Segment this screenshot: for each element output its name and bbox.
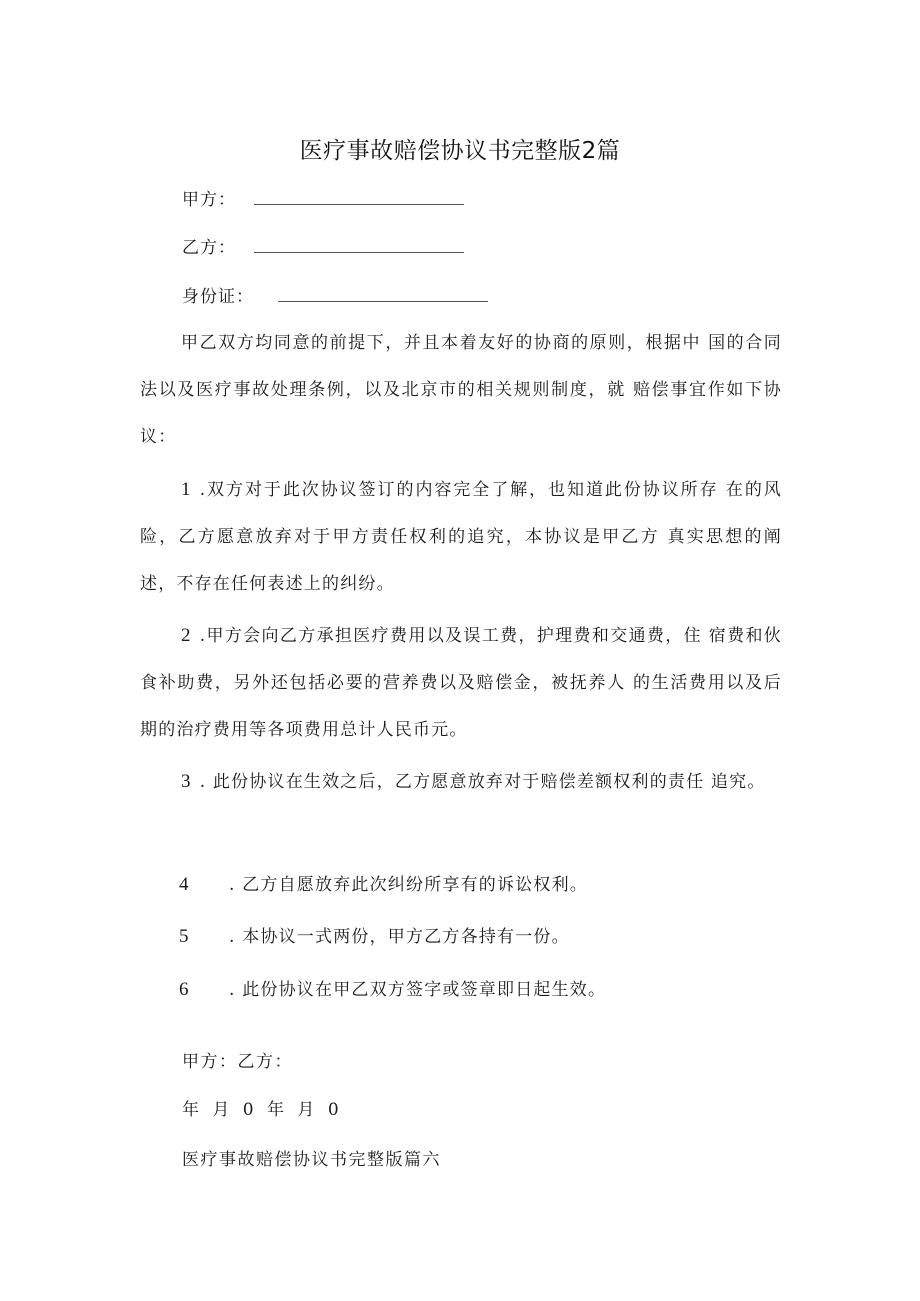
clause-1 (140, 466, 782, 608)
clause-4 (179, 873, 588, 897)
clause-number: 4 (179, 874, 190, 895)
party-b-blank (254, 238, 464, 253)
id-card-label: 身份证： (182, 287, 254, 307)
document-title: 医疗事故赔偿协议书完整版2篇 (299, 138, 621, 164)
next-section-title: 医疗事故赔偿协议书完整版篇六 (182, 1150, 441, 1170)
party-a-field (182, 188, 464, 212)
id-card-blank (278, 287, 488, 302)
date-line: 年 月 0 年 月 0 (182, 1100, 343, 1120)
clause-number: 5 (179, 926, 190, 947)
clause-number: 2 (181, 625, 192, 646)
clause-3 (140, 758, 782, 806)
intro-paragraph (140, 320, 782, 461)
id-card-field (182, 285, 488, 309)
clause-6 (179, 978, 606, 1002)
clause-text: . 乙方自愿放弃此次纠纷所享有的诉讼权利。 (229, 875, 589, 895)
clause-number: 6 (179, 979, 190, 1000)
party-a-blank (254, 190, 464, 205)
clause-text: . 此份协议在生效之后，乙方愿意放弃对于赔偿差额权利的责任 追究。 (199, 772, 766, 792)
clause-text: .双方对于此次协议签订的内容完全了解，也知道此份协议所存 在的风险，乙方愿意放弃对于甲方责任权利的追究，本协议是甲乙方 真实思想的阐述，不存在任何表述上的纠纷。 (140, 480, 782, 594)
clause-text: .甲方会向乙方承担医疗费用以及误工费，护理费和交通费，住 宿费和伙食补助费，另外还包括必要的营养费以及赔偿金，被抚养人 的生活费用以及后期的治疗费用等各项费用总计人民币元。 (140, 626, 782, 740)
party-b-field (182, 236, 464, 260)
signature-line: 甲方：乙方： (182, 1052, 293, 1072)
party-b-label: 乙方： (182, 238, 236, 258)
clause-number: 1 (181, 479, 192, 500)
party-a-label: 甲方： (182, 190, 236, 210)
intro-text: 甲乙双方均同意的前提下，并且本着友好的协商的原则，根据中 国的合同法以及医疗事故处理条例，以及北京市的相关规则制度，就 赔偿事宜作如下协议： (140, 333, 782, 447)
clause-number: 3 (181, 771, 192, 792)
clause-5 (179, 925, 570, 949)
clause-text: . 本协议一式两份，甲方乙方各持有一份。 (229, 927, 570, 947)
clause-2 (140, 612, 782, 754)
clause-text: . 此份协议在甲乙双方签字或签章即日起生效。 (229, 980, 607, 1000)
